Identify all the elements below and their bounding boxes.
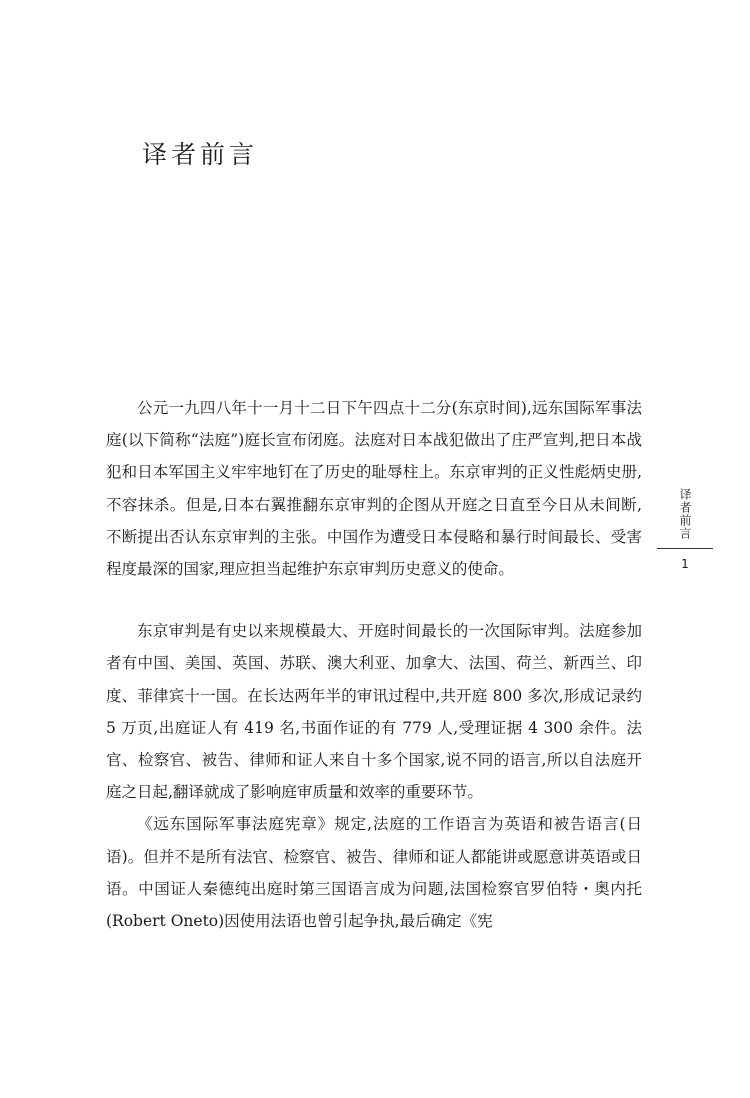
- paragraph-1: 公元一九四八年十一月十二日下午四点十二分(东京时间),远东国际军事法庭(以下简称“法庭”)庭长宣布闭庭。法庭对日本战犯做出了庄严宣判,把日本战犯和日本军国主义牢牢地钉在了历史的耻辱柱上。东京审判的正义性彪炳史册,不容抹杀。但是,日本右翼推翻东京审判的企图从开庭之日直至今日从未间断,不断提出否认东京审判的主张。中国作为遭受日本侵略和暴行时间最长、受害程度最深的国家,理应担当起维护东京审判历史意义的使命。: [106, 399, 642, 579]
- side-divider: [657, 548, 713, 549]
- page-number: 1: [681, 557, 689, 571]
- paragraph-3: 《远东国际军事法庭宪章》规定,法庭的工作语言为英语和被告语言(日语)。但并不是所有法官、检察官、被告、律师和证人都能讲或愿意讲英语或日语。中国证人秦德纯出庭时第三国语言成为问题,法国检察官罗伯特・奥内托(Robert Oneto)因使用法语也曾引起争执,最后确定《宪: [106, 815, 642, 931]
- page-title: 译者前言: [142, 140, 259, 169]
- side-chapter-label: 译者前言: [678, 488, 692, 540]
- chapter-side-tab: [657, 488, 713, 571]
- paragraph-2: 东京审判是有史以来规模最大、开庭时间最长的一次国际审判。法庭参加者有中国、美国、英国、苏联、澳大利亚、加拿大、法国、荷兰、新西兰、印度、菲律宾十一国。在长达两年半的审讯过程中,共开庭 800 多次,形成记录约 5 万页,出庭证人有 419 名,书面作证的有 779 人,受理证据 4 300 余件。法官、检察官、被告、律师和证人来自十多个国家,说不同的语言,所以自法庭开庭之日起,翻译就成了影响庭审质量和效率的重要环节。: [106, 622, 642, 802]
- body-text: [106, 392, 642, 937]
